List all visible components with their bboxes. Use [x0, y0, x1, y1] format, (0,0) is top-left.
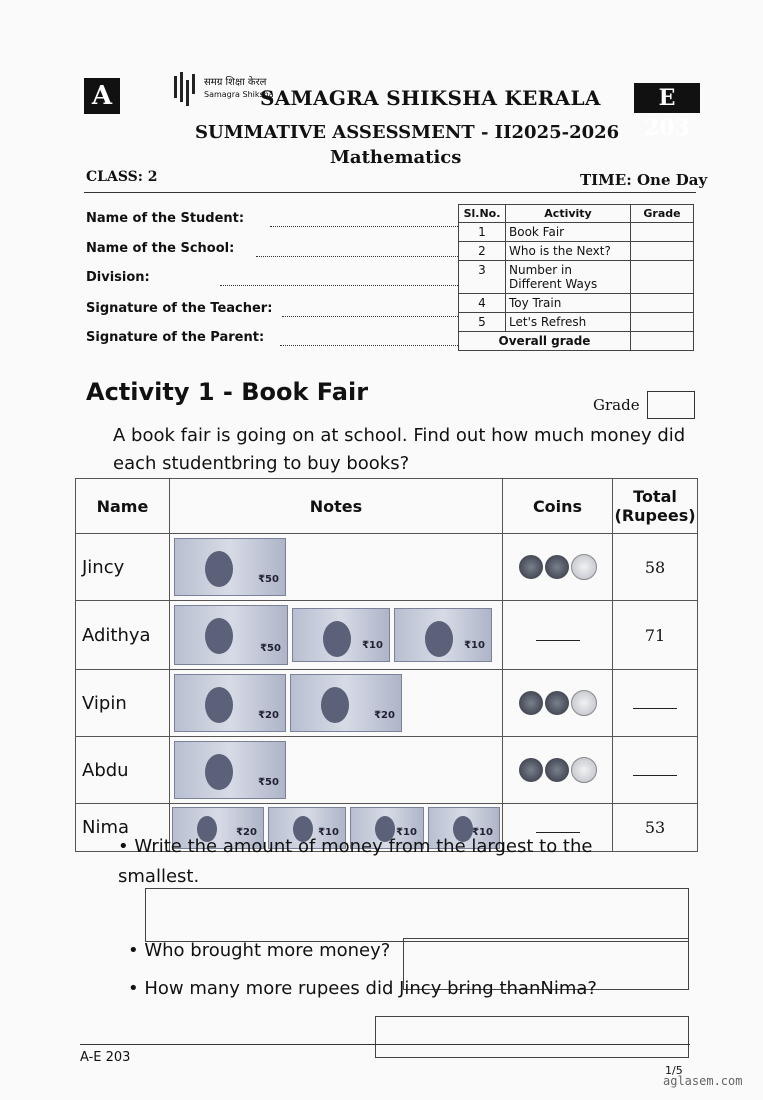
money-table	[75, 478, 698, 852]
page-number: 1/5	[665, 1064, 683, 1077]
coins-cell	[502, 601, 612, 670]
table-row	[459, 332, 694, 351]
field-school-label: Name of the School:	[86, 241, 235, 256]
coin-icon	[571, 554, 597, 580]
grade-activity: Book Fair	[506, 223, 631, 242]
question-text: Who brought more money?	[144, 940, 391, 961]
table-row	[76, 601, 698, 670]
coins-cell	[502, 534, 612, 601]
time-label: TIME: One Day	[580, 171, 708, 189]
coin-icon	[519, 758, 543, 782]
banknote-icon: ₹10	[394, 608, 492, 662]
answer-box-1[interactable]	[145, 888, 689, 942]
notes-cell	[169, 670, 502, 737]
logo-mark-icon	[170, 70, 202, 108]
field-student-line[interactable]	[270, 226, 458, 227]
class-label: CLASS: 2	[86, 169, 158, 185]
blank-dash	[633, 775, 677, 776]
question-text: How many more rupees did Jincy bring thanNima?	[144, 978, 597, 999]
field-parent-line[interactable]	[280, 345, 458, 346]
money-header-notes: Notes	[169, 479, 502, 534]
grade-header-activity: Activity	[506, 205, 631, 223]
assessment-title: SUMMATIVE ASSESSMENT - II2025-2026	[195, 122, 620, 143]
coin-icon	[545, 691, 569, 715]
student-name: Jincy	[76, 534, 170, 601]
banknote-icon: ₹10	[292, 608, 390, 662]
footer-code: A-E 203	[80, 1050, 131, 1065]
subject-title: Mathematics	[330, 147, 462, 168]
coin-icon	[571, 690, 597, 716]
grade-header-grade: Grade	[631, 205, 694, 223]
field-student-label: Name of the Student:	[86, 211, 245, 226]
coin-icon	[571, 757, 597, 783]
field-school-line[interactable]	[256, 256, 458, 257]
grade-table	[458, 204, 694, 351]
money-header-total: Total (Rupees)	[613, 479, 698, 534]
activity-title: Activity 1 - Book Fair	[86, 378, 369, 406]
banknote-icon: ₹50	[174, 605, 288, 665]
logo-text-malayalam: समग्र शिक्षा केरल	[204, 77, 267, 88]
paper-code: E 203	[634, 83, 700, 113]
total-cell[interactable]: 58	[613, 534, 698, 601]
table-row	[459, 261, 694, 294]
grade-sl: 4	[459, 294, 506, 313]
logo-text-english: Samagra Shiksha	[204, 90, 274, 99]
field-teacher-line[interactable]	[282, 316, 458, 317]
grade-cell[interactable]	[631, 261, 694, 294]
total-cell[interactable]: 71	[613, 601, 698, 670]
banknote-icon: ₹10	[428, 807, 500, 849]
grade-cell[interactable]	[631, 313, 694, 332]
grade-cell[interactable]	[631, 294, 694, 313]
table-row	[76, 534, 698, 601]
student-name: Abdu	[76, 737, 170, 804]
activity-instruction: A book fair is going on at school. Find out how much money did each studentbring to buy books?	[113, 425, 686, 474]
total-cell[interactable]: 53	[613, 804, 698, 852]
banknote-icon: ₹20	[174, 674, 286, 732]
table-row	[459, 313, 694, 332]
coin-icon	[545, 758, 569, 782]
answer-box-3[interactable]	[375, 1016, 689, 1058]
question-2: • Who brought more money?	[128, 940, 391, 961]
grade-activity: Who is the Next?	[506, 242, 631, 261]
question-1: • Write the amount of money from the largest to the smallest.	[118, 836, 593, 887]
notes-cell	[169, 601, 502, 670]
blank-dash	[633, 708, 677, 709]
grade-header-sl: Sl.No.	[459, 205, 506, 223]
question-3: • How many more rupees did Jincy bring thanNima?	[128, 978, 597, 999]
total-cell[interactable]	[613, 670, 698, 737]
student-name: Vipin	[76, 670, 170, 737]
grade-sl: 1	[459, 223, 506, 242]
activity-grade-box[interactable]	[647, 391, 695, 419]
grade-sl: 2	[459, 242, 506, 261]
banknote-icon: ₹50	[174, 741, 286, 799]
table-row	[459, 242, 694, 261]
coins-cell	[502, 670, 612, 737]
money-header-coins: Coins	[502, 479, 612, 534]
banknote-icon: ₹10	[350, 807, 424, 849]
money-header-name: Name	[76, 479, 170, 534]
grade-activity: Toy Train	[506, 294, 631, 313]
coin-icon	[519, 555, 543, 579]
notes-cell	[169, 737, 502, 804]
grade-activity: Let's Refresh	[506, 313, 631, 332]
table-row	[459, 294, 694, 313]
blank-dash	[536, 640, 580, 641]
coin-icon	[519, 691, 543, 715]
overall-grade-cell[interactable]	[631, 332, 694, 351]
question-text: Write the amount of money from the largest to the smallest.	[118, 836, 593, 887]
overall-grade-label: Overall grade	[459, 332, 631, 351]
field-division-line[interactable]	[220, 285, 458, 286]
banknote-icon: ₹10	[268, 807, 346, 849]
banknote-icon: ₹20	[290, 674, 402, 732]
grade-label: Grade	[593, 396, 640, 414]
grade-sl: 3	[459, 261, 506, 294]
table-row	[76, 670, 698, 737]
table-row	[76, 737, 698, 804]
watermark: aglasem.com	[663, 1074, 743, 1088]
set-letter: A	[84, 78, 120, 114]
grade-cell[interactable]	[631, 223, 694, 242]
total-cell[interactable]	[613, 737, 698, 804]
field-parent-label: Signature of the Parent:	[86, 330, 265, 345]
notes-cell	[169, 534, 502, 601]
student-name: Nima	[76, 804, 170, 852]
table-row	[459, 223, 694, 242]
student-name: Adithya	[76, 601, 170, 670]
banknote-icon: ₹20	[172, 807, 264, 849]
banknote-icon: ₹50	[174, 538, 286, 596]
footer-divider	[80, 1044, 690, 1045]
field-teacher-label: Signature of the Teacher:	[86, 301, 273, 316]
grade-cell[interactable]	[631, 242, 694, 261]
field-division-label: Division:	[86, 270, 150, 285]
coin-icon	[545, 555, 569, 579]
grade-sl: 5	[459, 313, 506, 332]
header-divider	[84, 192, 696, 193]
coins-cell	[502, 737, 612, 804]
grade-activity: Number in Different Ways	[506, 261, 631, 294]
org-name: SAMAGRA SHIKSHA KERALA	[260, 86, 601, 110]
